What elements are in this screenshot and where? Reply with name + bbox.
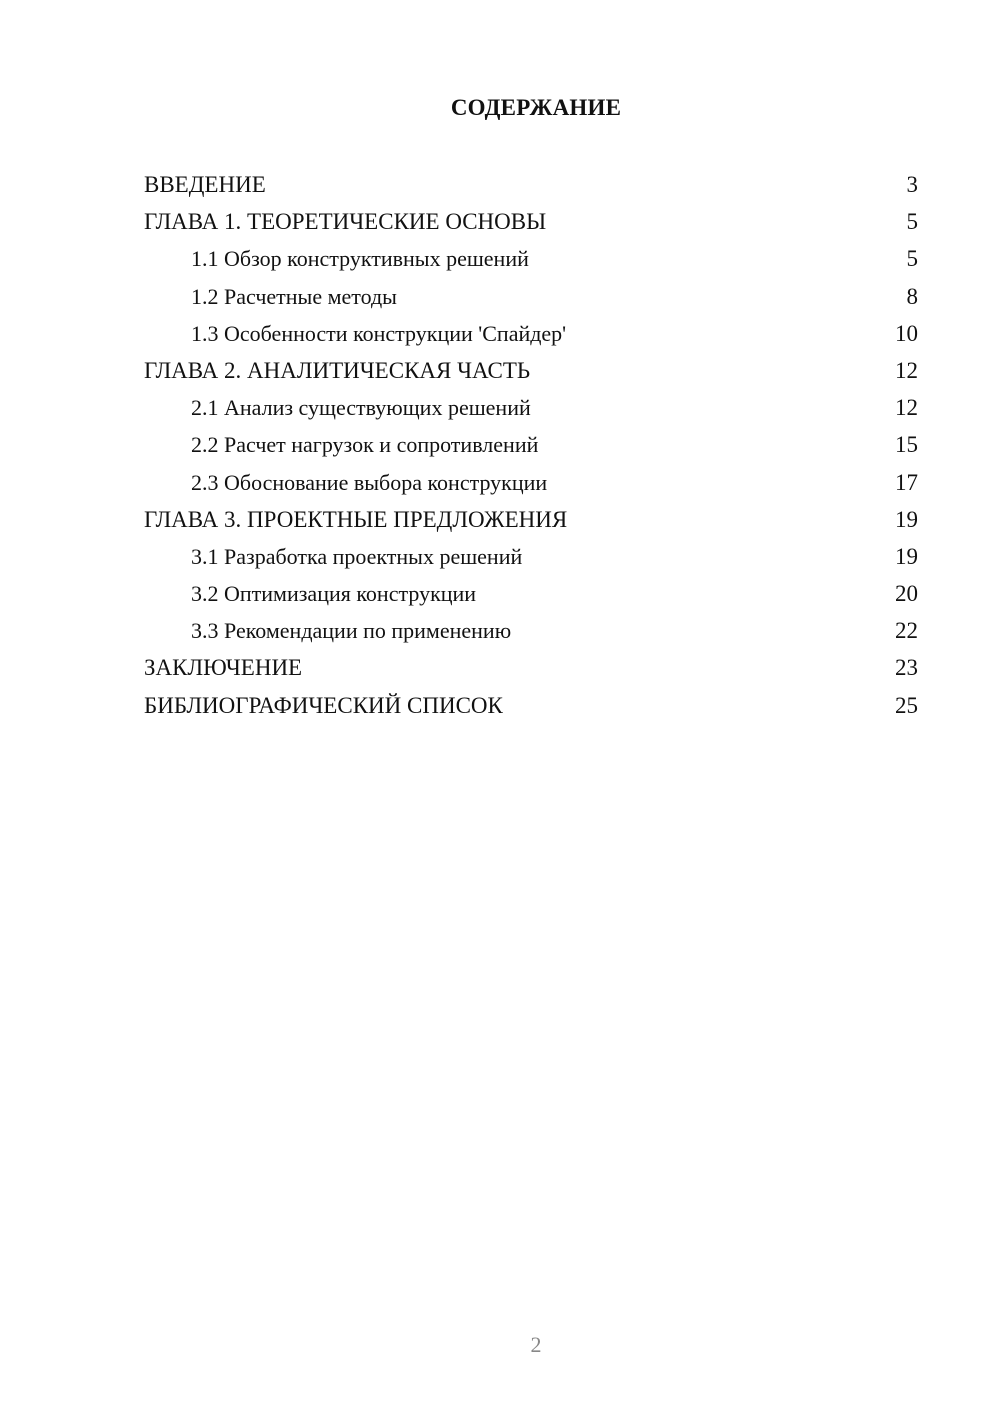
toc-subentry	[144, 240, 918, 277]
toc-entry-label: ЗАКЛЮЧЕНИЕ	[144, 655, 303, 681]
toc-entry-label: 3.3 Рекомендации по применению	[191, 618, 512, 644]
toc-entry-page: 20	[895, 581, 918, 607]
toc-entry-page: 23	[895, 655, 918, 681]
toc-entry-page: 17	[895, 469, 918, 495]
page-number: 2	[530, 1332, 542, 1357]
toc-subentry	[144, 612, 918, 649]
toc-subentry	[144, 464, 918, 501]
table-of-contents	[144, 166, 918, 724]
toc-entry-label: 2.3 Обоснование выбора конструкции	[191, 469, 548, 495]
toc-subentry	[144, 315, 918, 352]
toc-entry-label: 2.1 Анализ существующих решений	[191, 395, 531, 421]
toc-entry	[144, 687, 918, 724]
toc-entry-label: ГЛАВА 3. ПРОЕКТНЫЕ ПРЕДЛОЖЕНИЯ	[144, 506, 568, 532]
toc-subentry	[144, 538, 918, 575]
toc-subentry	[144, 426, 918, 463]
toc-entry-label: БИБЛИОГРАФИЧЕСКИЙ СПИСОК	[144, 692, 503, 718]
toc-entry-page: 12	[895, 395, 918, 421]
toc-entry-page: 22	[895, 618, 918, 644]
toc-entry-label: 1.2 Расчетные методы	[191, 283, 397, 309]
toc-entry-label: 2.2 Расчет нагрузок и сопротивлений	[191, 432, 539, 458]
toc-subentry	[144, 278, 918, 315]
toc-entry-label: 1.1 Обзор конструктивных решений	[191, 246, 529, 272]
toc-entry	[144, 166, 918, 203]
toc-entry	[144, 501, 918, 538]
toc-entry-label: 3.2 Оптимизация конструкции	[191, 581, 477, 607]
toc-entry-page: 25	[895, 692, 918, 718]
toc-entry-label: 1.3 Особенности конструкции 'Спайдер'	[191, 320, 567, 346]
toc-subentry	[144, 389, 918, 426]
toc-entry	[144, 649, 918, 686]
toc-entry-page: 10	[895, 320, 918, 346]
toc-entry-page: 19	[895, 543, 918, 569]
toc-entry-page: 19	[895, 506, 918, 532]
toc-entry-label: ВВЕДЕНИЕ	[144, 172, 266, 197]
toc-entry-page: 5	[906, 246, 918, 272]
toc-entry-page: 3	[906, 172, 918, 197]
toc-title: СОДЕРЖАНИЕ	[450, 95, 622, 120]
toc-entry	[144, 203, 918, 240]
toc-entry-page: 5	[906, 209, 918, 235]
toc-entry-page: 15	[895, 432, 918, 458]
toc-entry-label: ГЛАВА 1. ТЕОРЕТИЧЕСКИЕ ОСНОВЫ	[144, 209, 547, 235]
toc-entry-page: 8	[906, 283, 918, 309]
toc-entry-page: 12	[895, 357, 918, 383]
toc-entry-label: ГЛАВА 2. АНАЛИТИЧЕСКАЯ ЧАСТЬ	[144, 357, 531, 383]
toc-entry-label: 3.1 Разработка проектных решений	[191, 543, 523, 569]
toc-entry	[144, 352, 918, 389]
toc-subentry	[144, 575, 918, 612]
